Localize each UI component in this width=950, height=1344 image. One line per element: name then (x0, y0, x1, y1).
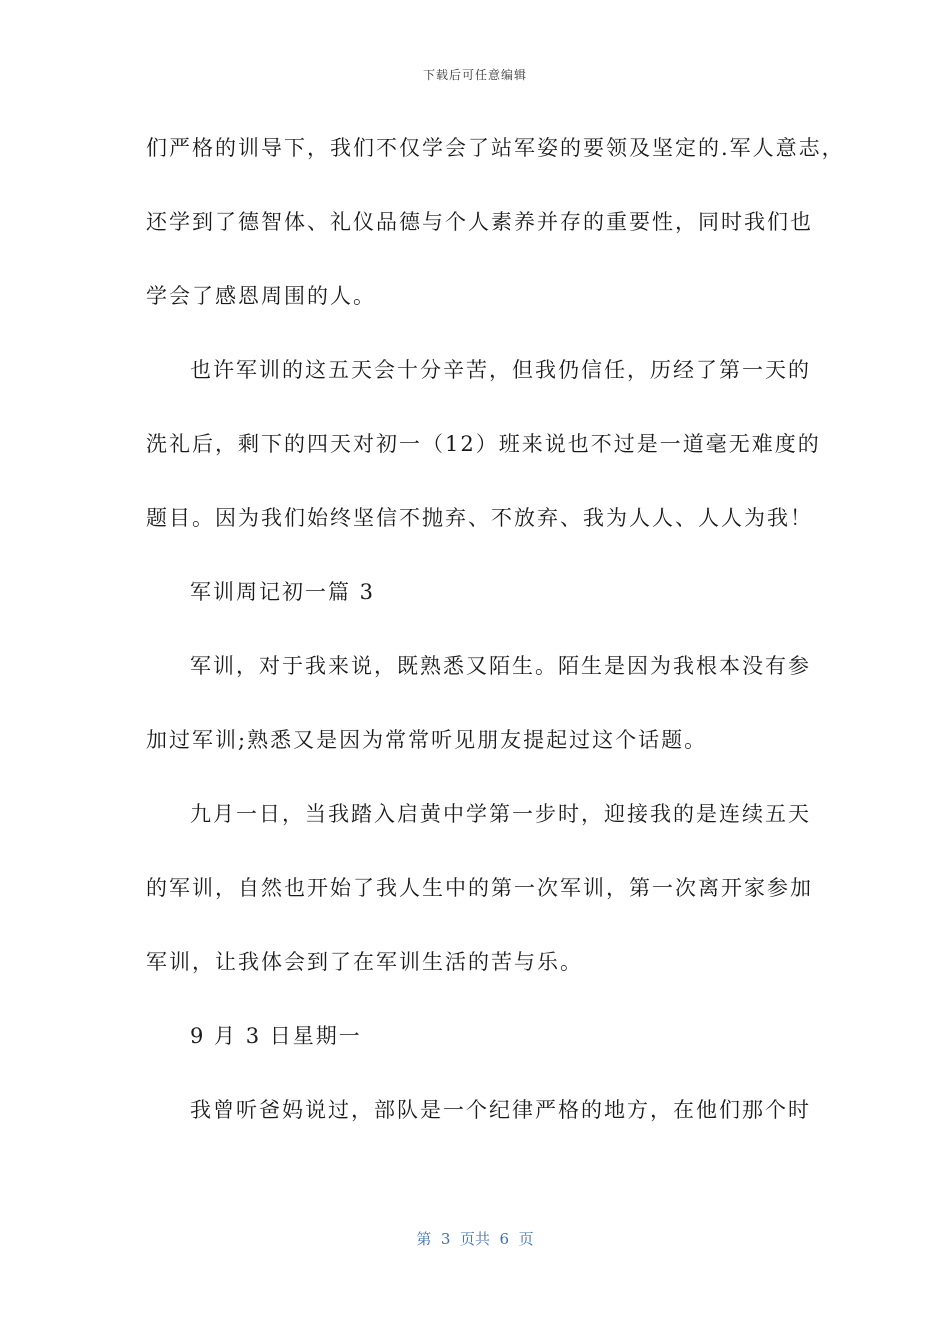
text-line: 九月一日，当我踏入启黄中学第一步时，迎接我的是连续五天 (190, 802, 811, 826)
date-heading: 9 月 3 日星期一 (190, 1024, 362, 1048)
page-header: 下载后可任意编辑 (422, 68, 527, 82)
text-line: 的军训，自然也开始了我人生中的第一次军训，第一次离开家参加 (146, 876, 813, 900)
section-heading: 军训周记初一篇 3 (190, 580, 376, 604)
document-body (146, 128, 845, 1164)
text-line: 题目。因为我们始终坚信不抛弃、不放弃、我为人人、人人为我！ (146, 506, 813, 530)
text-line: 们严格的训导下，我们不仅学会了站军姿的要领及坚定的.军人意志， (146, 136, 845, 160)
page-number-footer: 第 3 页共 6 页 (416, 1230, 534, 1248)
text-line: 军训，对于我来说，既熟悉又陌生。陌生是因为我根本没有参 (190, 654, 811, 678)
text-line: 还学到了德智体、礼仪品德与个人素养并存的重要性，同时我们也 (146, 210, 813, 234)
text-line: 洗礼后，剩下的四天对初一（12）班来说也不过是一道毫无难度的 (146, 432, 821, 456)
text-line: 我曾听爸妈说过，部队是一个纪律严格的地方，在他们那个时 (190, 1098, 811, 1122)
text-line: 学会了感恩周围的人。 (146, 284, 376, 308)
text-line: 也许军训的这五天会十分辛苦，但我仍信任，历经了第一天的 (190, 358, 811, 382)
text-line: 军训，让我体会到了在军训生活的苦与乐。 (146, 950, 583, 974)
text-line: 加过军训;熟悉又是因为常常听见朋友提起过这个话题。 (146, 728, 708, 752)
